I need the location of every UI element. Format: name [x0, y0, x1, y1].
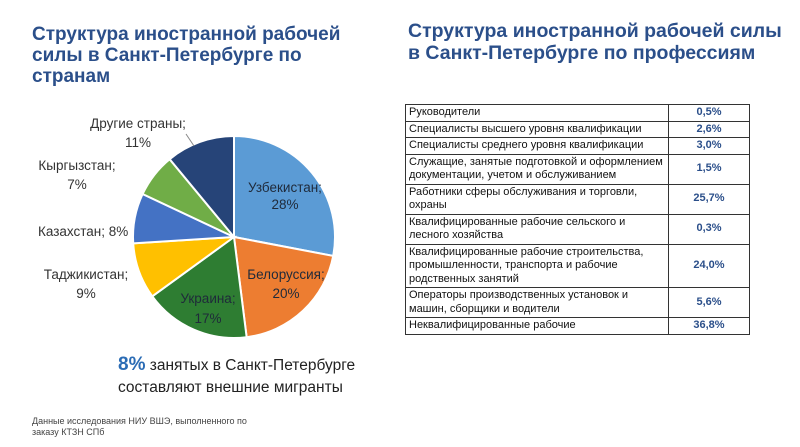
- table-row: [406, 318, 750, 335]
- profession-name: Специалисты высшего уровня квалификации: [406, 121, 669, 138]
- profession-share: 1,5%: [669, 154, 750, 184]
- table-row: [406, 138, 750, 155]
- pie-value-label-2: 20%: [272, 286, 300, 301]
- pie-value-label-6: 7%: [67, 177, 87, 192]
- pie-leader-line: [186, 134, 194, 146]
- profession-share: 0,5%: [669, 105, 750, 122]
- profession-share: 0,3%: [669, 214, 750, 244]
- profession-name: Неквалифицированные рабочие: [406, 318, 669, 335]
- profession-share: 2,6%: [669, 121, 750, 138]
- pie-label-1: Узбекистан;: [248, 180, 322, 195]
- pie-slice-1: [234, 136, 335, 256]
- migrant-share-statement: [118, 354, 378, 399]
- table-row: [406, 154, 750, 184]
- table-row: [406, 184, 750, 214]
- profession-table-title: Структура иностранной рабочей силы в Санкт-Петербурге по профессиям: [408, 20, 782, 64]
- source-note: Данные исследования НИУ ВШЭ, выполненного по заказу КТЗН СПб: [32, 416, 247, 437]
- migrant-share-text-line2: составляют внешние мигранты: [118, 379, 343, 396]
- pie-value-label-7: 11%: [124, 135, 152, 150]
- pie-label-4: Таджикистан;: [43, 267, 129, 282]
- pie-label-5: Казахстан; 8%: [38, 224, 129, 239]
- pie-label-2: Белоруссия;: [247, 267, 325, 282]
- table-row: [406, 244, 750, 288]
- pie-value-label-4: 9%: [76, 286, 96, 301]
- profession-name: Работники сферы обслуживания и торговли, охраны: [406, 184, 669, 214]
- profession-name: Квалифицированные рабочие строительства, промышленности, транспорта и рабочие родственных занятий: [406, 244, 669, 288]
- profession-name: Квалифицированные рабочие сельского и лесного хозяйства: [406, 214, 669, 244]
- profession-name: Операторы производственных установок и машин, сборщики и водители: [406, 288, 669, 318]
- profession-share: 5,6%: [669, 288, 750, 318]
- profession-name: Специалисты среднего уровня квалификации: [406, 138, 669, 155]
- profession-share: 36,8%: [669, 318, 750, 335]
- migrant-share-text-line1: занятых в Санкт-Петербурге: [145, 357, 356, 374]
- profession-share: 25,7%: [669, 184, 750, 214]
- pie-value-label-1: 28%: [271, 197, 299, 212]
- profession-share: 24,0%: [669, 244, 750, 288]
- pie-label-6: Кыргызстан;: [38, 158, 116, 173]
- pie-chart-title: Структура иностранной рабочей силы в Санкт-Петербурге по странам: [32, 24, 341, 87]
- pie-value-label-3: 17%: [194, 311, 222, 326]
- table-row: [406, 288, 750, 318]
- table-row: [406, 105, 750, 122]
- pie-label-3: Украина;: [180, 291, 236, 306]
- profession-name: Служащие, занятые подготовкой и оформлением документации, учетом и обслуживанием: [406, 154, 669, 184]
- migrant-share-value: 8%: [118, 354, 146, 375]
- profession-table: [405, 104, 750, 335]
- profession-share: 3,0%: [669, 138, 750, 155]
- pie-label-7: Другие страны;: [90, 116, 186, 131]
- table-row: [406, 214, 750, 244]
- table-row: [406, 121, 750, 138]
- profession-name: Руководители: [406, 105, 669, 122]
